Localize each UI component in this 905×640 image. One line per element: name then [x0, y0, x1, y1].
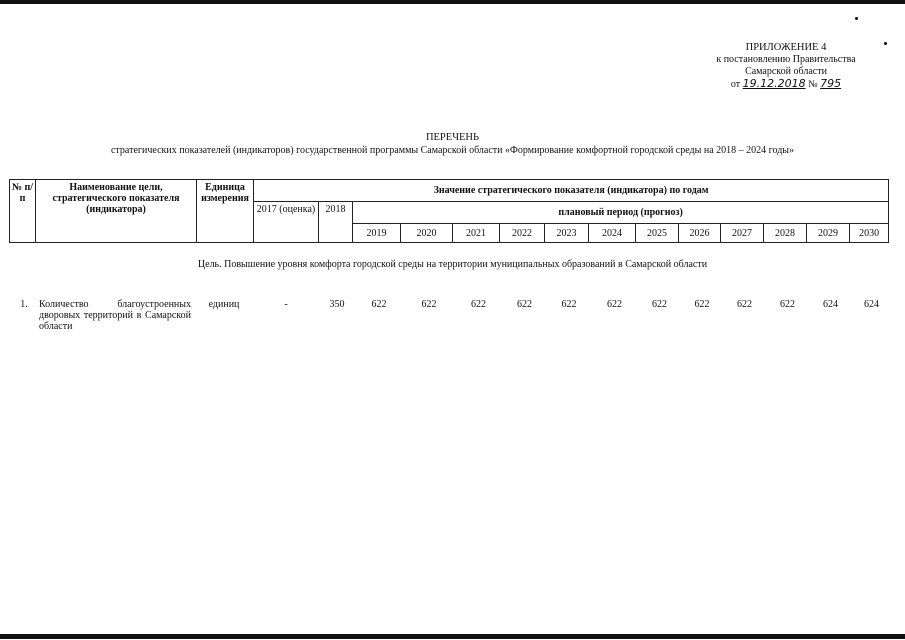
header-num: № п/п	[10, 180, 36, 243]
number-prefix: №	[808, 79, 818, 90]
header-year: 2020	[401, 224, 453, 243]
header-year: 2024	[589, 224, 636, 243]
row-value-2017: -	[284, 299, 288, 310]
header-year-2017: 2017 (оценка)	[254, 202, 319, 243]
document-title: ПЕРЕЧЕНЬ	[425, 132, 480, 143]
date-prefix: от	[730, 79, 741, 90]
appendix-line-1: к постановлению Правительства	[716, 54, 856, 65]
header-year-2018: 2018	[319, 202, 353, 243]
appendix-block	[700, 42, 872, 91]
header-year: 2028	[764, 224, 807, 243]
appendix-line-2: Самарской области	[745, 66, 827, 77]
row-value-2029: 624	[823, 299, 838, 310]
scan-border-bottom	[0, 634, 905, 639]
header-unit: Единица измерения	[197, 180, 254, 243]
document-subtitle: стратегических показателей (индикаторов) государственной программы Самарской области «Формирование комфортной городской среды на 2018 – 2024 годы»	[110, 145, 795, 156]
scan-border-top	[0, 0, 905, 4]
row-value-2024: 622	[607, 299, 622, 310]
header-name: Наименование цели, стратегического показателя (индикатора)	[36, 180, 197, 243]
header-year: 2022	[500, 224, 545, 243]
appendix-dateline	[700, 78, 872, 91]
scan-speck	[884, 42, 887, 45]
row-value-2025: 622	[652, 299, 667, 310]
row-value-2020: 622	[421, 299, 437, 310]
row-value-2028: 622	[780, 299, 795, 310]
row-value-2030: 624	[864, 299, 879, 310]
header-values: Значение стратегического показателя (индикатора) по годам	[254, 180, 889, 202]
header-year: 2030	[850, 224, 889, 243]
header-year: 2021	[453, 224, 500, 243]
goal-row: Цель. Повышение уровня комфорта городской среды на территории муниципальных образований в Самарской области	[197, 259, 708, 270]
scan-speck	[855, 17, 858, 20]
header-year: 2023	[545, 224, 589, 243]
handwritten-number: 795	[820, 77, 842, 90]
row-indicator-name: Количество благоустроенных дворовых территорий в Самарской области	[39, 299, 191, 332]
row-number: 1.	[20, 299, 28, 310]
handwritten-date: 19.12.2018	[742, 77, 806, 90]
header-year: 2029	[807, 224, 850, 243]
header-year: 2026	[679, 224, 721, 243]
row-unit: единиц	[208, 299, 240, 310]
row-value-2023: 622	[561, 299, 577, 310]
row-value-2021: 622	[471, 299, 486, 310]
header-planned-period: плановый период (прогноз)	[353, 202, 889, 224]
header-year: 2027	[721, 224, 764, 243]
row-value-2018: 350	[329, 299, 345, 310]
row-value-2026: 622	[694, 299, 710, 310]
appendix-title: ПРИЛОЖЕНИЕ 4	[745, 42, 827, 53]
indicator-table-header	[9, 179, 889, 243]
header-year: 2025	[636, 224, 679, 243]
row-value-2027: 622	[737, 299, 752, 310]
row-value-2022: 622	[517, 299, 532, 310]
header-year: 2019	[353, 224, 401, 243]
row-value-2019: 622	[371, 299, 387, 310]
